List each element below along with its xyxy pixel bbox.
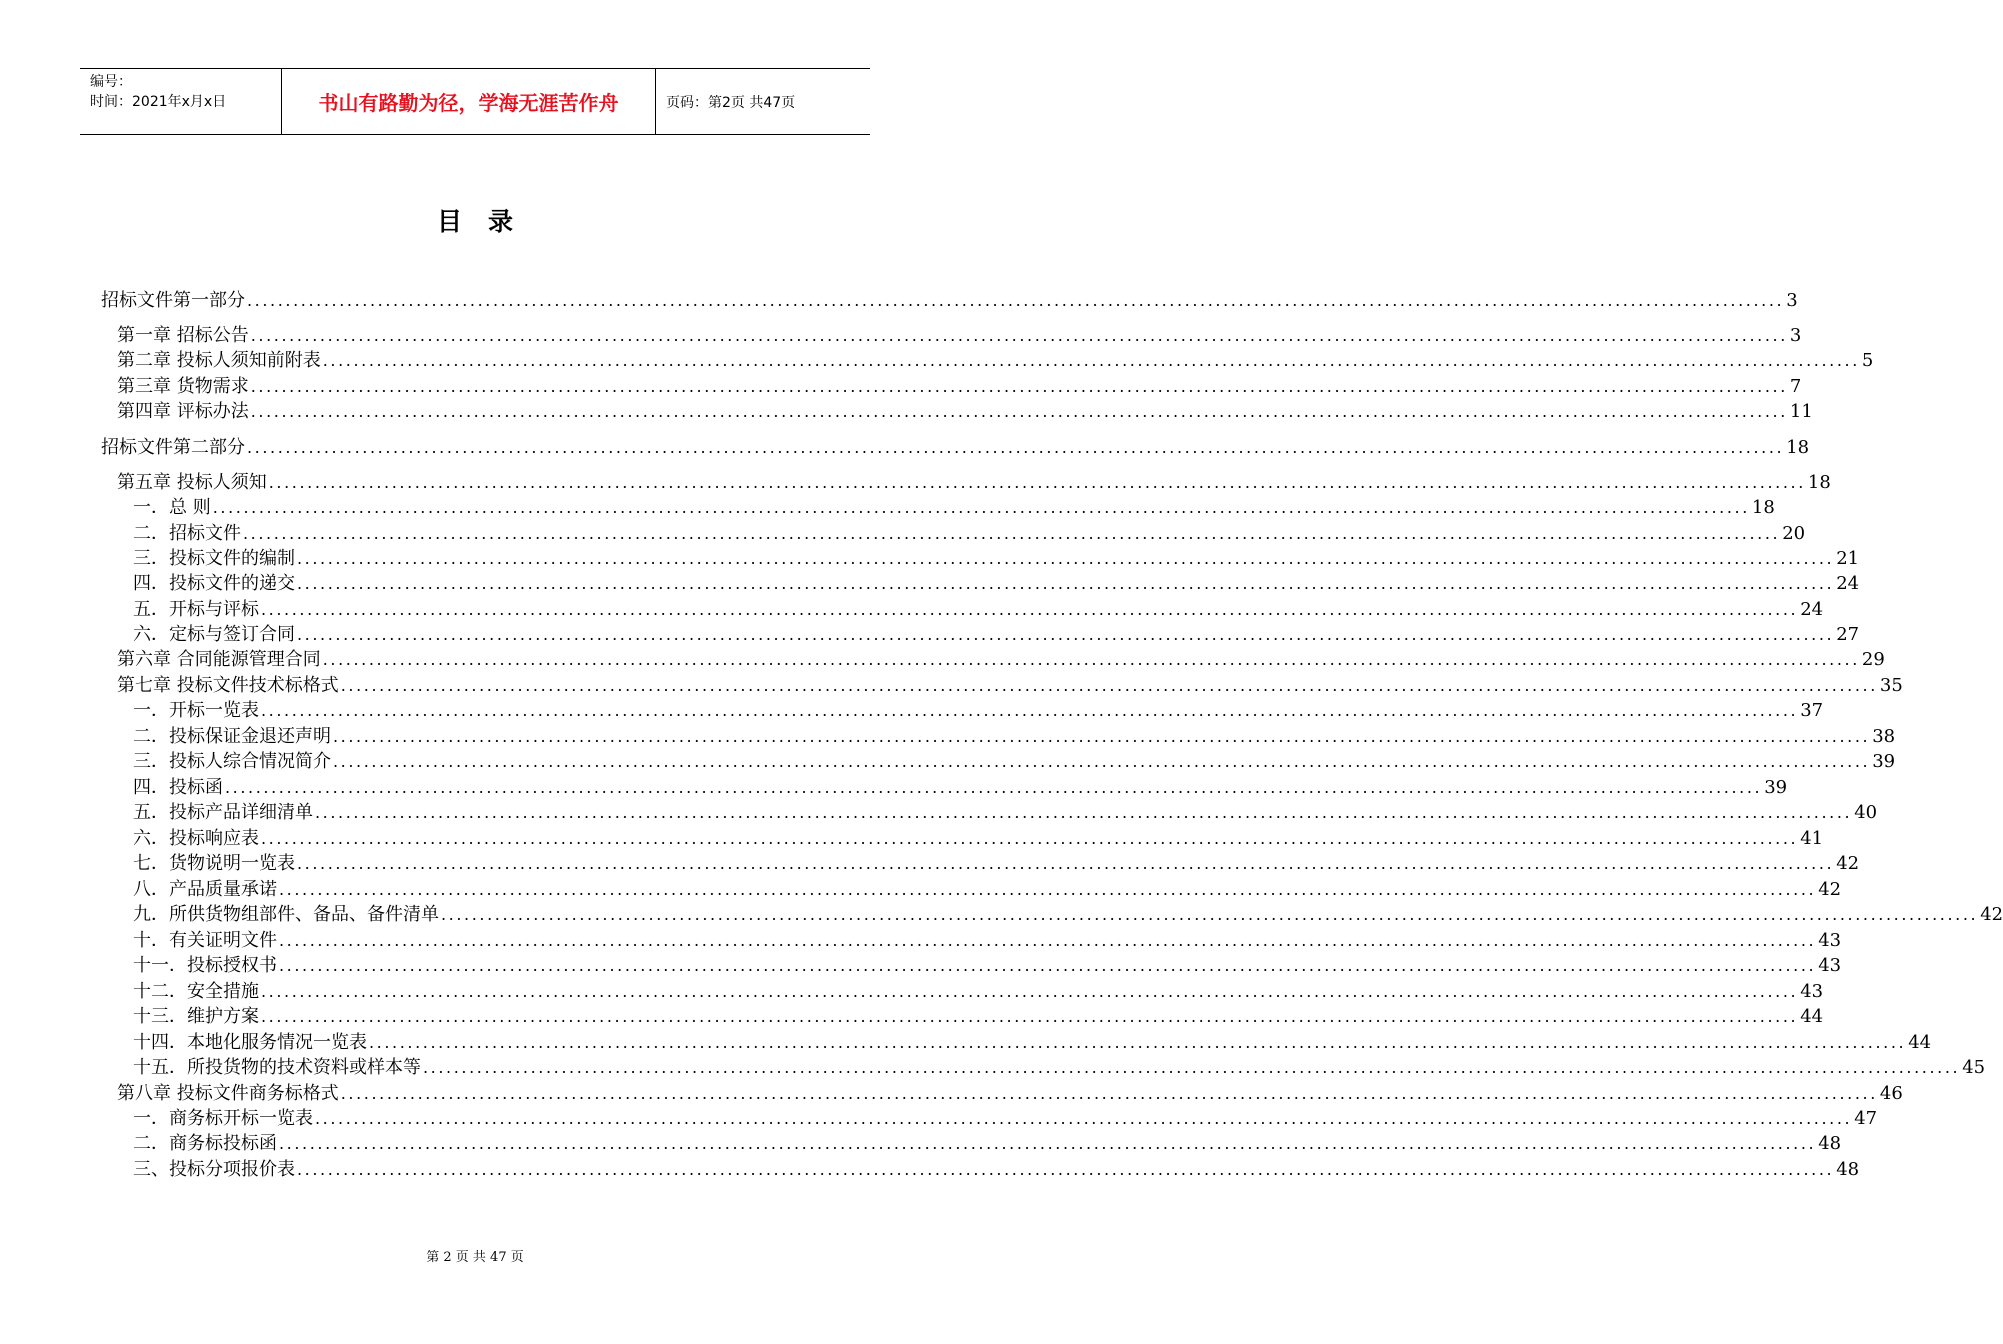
toc-entry-label: 招标文件第一部分 [101, 290, 245, 311]
toc-entry-page: 35 [1879, 675, 1903, 696]
toc-entry[interactable] [133, 698, 1824, 723]
toc-entry[interactable] [133, 775, 1788, 800]
toc-leader-dots: ........................................................................................................................................................................................................ [369, 1033, 1907, 1052]
toc-leader-dots: ........................................................................................................................................................................................................ [250, 326, 1788, 345]
toc-leader-dots: ........................................................................................................................................................................................................ [441, 905, 1979, 924]
toc-entry-page: 44 [1908, 1032, 1932, 1053]
toc-entry-label: 六．投标响应表 [133, 828, 259, 849]
toc-leader-dots: ........................................................................................................................................................................................................ [261, 600, 1799, 619]
toc-leader-dots: ........................................................................................................................................................................................................ [250, 377, 1788, 396]
toc-entry-page: 18 [1786, 437, 1810, 458]
toc-entry[interactable] [133, 928, 1842, 953]
toc-entry-label: 七．货物说明一览表 [133, 853, 295, 874]
toc-entry-page: 7 [1789, 376, 1802, 397]
toc-entry-page: 45 [1962, 1057, 1986, 1078]
toc-leader-dots: ........................................................................................................................................................................................................ [212, 498, 1750, 517]
toc-leader-dots: ........................................................................................................................................................................................................ [315, 803, 1853, 822]
toc-leader-dots: ........................................................................................................................................................................................................ [333, 727, 1871, 746]
toc-leader-dots: ........................................................................................................................................................................................................ [297, 854, 1835, 873]
toc-entry-page: 20 [1782, 523, 1806, 544]
toc-entry-page: 18 [1807, 472, 1831, 493]
toc-entry-page: 43 [1818, 955, 1842, 976]
toc-leader-dots: ........................................................................................................................................................................................................ [247, 438, 1785, 457]
toc-entry[interactable] [133, 1131, 1842, 1156]
toc-entry[interactable] [133, 877, 1842, 902]
toc-entry-page: 3 [1786, 290, 1798, 311]
toc-leader-dots: ........................................................................................................................................................................................................ [279, 931, 1817, 950]
header-page-info: 页码：第2页 共47页 [666, 94, 796, 111]
toc-entry-label: 第三章 货物需求 [117, 376, 249, 397]
toc-entry-page: 39 [1764, 777, 1788, 798]
toc-entry[interactable] [117, 348, 1874, 373]
toc-entry-label: 九．所供货物组部件、备品、备件清单 [133, 904, 439, 925]
toc-entry-label: 五．开标与评标 [133, 599, 259, 620]
toc-entry-page: 39 [1872, 751, 1896, 772]
toc-leader-dots: ........................................................................................................................................................................................................ [297, 1160, 1835, 1179]
toc-entry-label: 二．招标文件 [133, 523, 241, 544]
toc-leader-dots: ........................................................................................................................................................................................................ [423, 1058, 1961, 1077]
toc-entry-label: 十二．安全措施 [133, 981, 259, 1002]
header-motto: 书山有路勤为径，学海无涯苦作舟 [282, 69, 656, 134]
toc-entry-page: 41 [1800, 828, 1824, 849]
toc-leader-dots: ........................................................................................................................................................................................................ [261, 1007, 1799, 1026]
toc-entry-label: 六．定标与签订合同 [133, 624, 295, 645]
toc-entry[interactable] [133, 1157, 1860, 1182]
toc-entry[interactable] [133, 597, 1824, 622]
toc-entry[interactable] [117, 323, 1802, 348]
toc-entry-label: 八．产品质量承诺 [133, 879, 277, 900]
toc-entry-label: 三、投标分项报价表 [133, 1159, 295, 1180]
toc-entry-page: 43 [1800, 981, 1824, 1002]
toc-entry[interactable] [133, 800, 1878, 825]
toc-leader-dots: ........................................................................................................................................................................................................ [340, 1084, 1878, 1103]
toc-entry-page: 11 [1789, 401, 1813, 422]
toc-leader-dots: ........................................................................................................................................................................................................ [279, 1134, 1817, 1153]
toc-entry[interactable] [133, 1106, 1878, 1131]
toc-leader-dots: ........................................................................................................................................................................................................ [297, 625, 1835, 644]
toc-entry-page: 38 [1872, 726, 1896, 747]
toc-entry-page: 46 [1879, 1083, 1903, 1104]
toc-entry[interactable] [117, 374, 1802, 399]
toc-entry[interactable] [133, 953, 1842, 978]
toc-leader-dots: ........................................................................................................................................................................................................ [250, 402, 1788, 421]
toc-entry[interactable] [117, 647, 1885, 672]
toc-entry-label: 十四．本地化服务情况一览表 [133, 1032, 367, 1053]
toc-entry-page: 5 [1861, 350, 1874, 371]
toc-leader-dots: ........................................................................................................................................................................................................ [243, 524, 1781, 543]
toc-leader-dots: ........................................................................................................................................................................................................ [225, 778, 1763, 797]
toc-leader-dots: ........................................................................................................................................................................................................ [247, 291, 1785, 310]
toc-entry-page: 27 [1836, 624, 1860, 645]
toc-entry-label: 二．投标保证金退还声明 [133, 726, 331, 747]
toc-entry-label: 第五章 投标人须知 [117, 472, 267, 493]
header-meta [80, 69, 282, 134]
toc-entry-label: 一．开标一览表 [133, 700, 259, 721]
toc-entry-page: 48 [1836, 1159, 1860, 1180]
toc-entry-label: 十一．投标授权书 [133, 955, 277, 976]
toc-entry-label: 三．投标文件的编制 [133, 548, 295, 569]
toc-entry-label: 第七章 投标文件技术标格式 [117, 675, 339, 696]
toc-entry[interactable] [133, 979, 1824, 1004]
toc-entry-label: 第一章 招标公告 [117, 325, 249, 346]
toc-entry-page: 40 [1854, 802, 1878, 823]
toc-entry[interactable] [133, 851, 1860, 876]
toc-leader-dots: ........................................................................................................................................................................................................ [261, 982, 1799, 1001]
toc-entry-page: 24 [1836, 573, 1860, 594]
toc-entry-page: 18 [1751, 497, 1775, 518]
toc-leader-dots: ........................................................................................................................................................................................................ [297, 574, 1835, 593]
toc-entry[interactable] [117, 1081, 1903, 1106]
toc-entry[interactable] [133, 1055, 1986, 1080]
toc-entry-page: 42 [1836, 853, 1860, 874]
toc-entry-label: 三．投标人综合情况简介 [133, 751, 331, 772]
toc-entry[interactable] [133, 546, 1860, 571]
toc-entry[interactable] [133, 902, 2003, 927]
document-number-label: 编号： [90, 74, 132, 90]
toc-entry-label: 一．商务标开标一览表 [133, 1108, 313, 1129]
toc-entry-label: 十五．所投货物的技术资料或样本等 [133, 1057, 421, 1078]
toc-entry-label: 第六章 合同能源管理合同 [117, 649, 321, 670]
toc-entry[interactable] [133, 724, 1896, 749]
toc-entry-label: 四．投标函 [133, 777, 223, 798]
toc-leader-dots: ........................................................................................................................................................................................................ [279, 956, 1817, 975]
toc-entry-label: 招标文件第二部分 [101, 437, 245, 458]
toc-entry-label: 第四章 评标办法 [117, 401, 249, 422]
toc-entry-page: 44 [1800, 1006, 1824, 1027]
toc-leader-dots: ........................................................................................................................................................................................................ [261, 701, 1799, 720]
toc-entry-page: 42 [1980, 904, 2003, 925]
toc-entry-label: 四．投标文件的递交 [133, 573, 295, 594]
toc-entry[interactable] [133, 749, 1896, 774]
toc-entry-page: 21 [1836, 548, 1860, 569]
toc-entry-label: 一．总 则 [133, 497, 211, 518]
toc-entry[interactable] [133, 826, 1824, 851]
toc-entry-page: 29 [1861, 649, 1885, 670]
page-footer: 第 2 页 共 47 页 [426, 1250, 524, 1265]
toc-entry-page: 3 [1789, 325, 1802, 346]
toc-entry-label: 第八章 投标文件商务标格式 [117, 1083, 339, 1104]
toc-entry-page: 47 [1854, 1108, 1878, 1129]
toc-leader-dots: ........................................................................................................................................................................................................ [322, 351, 1860, 370]
toc-entry[interactable] [133, 521, 1806, 546]
toc-entry-label: 五．投标产品详细清单 [133, 802, 313, 823]
toc-entry[interactable] [133, 622, 1860, 647]
toc-leader-dots: ........................................................................................................................................................................................................ [333, 752, 1871, 771]
toc-entry[interactable] [117, 470, 1831, 495]
toc-leader-dots: ........................................................................................................................................................................................................ [322, 650, 1860, 669]
toc-entry[interactable] [133, 495, 1775, 520]
toc-leader-dots: ........................................................................................................................................................................................................ [315, 1109, 1853, 1128]
toc-entry[interactable] [117, 399, 1813, 424]
toc-entry-page: 24 [1800, 599, 1824, 620]
toc-leader-dots: ........................................................................................................................................................................................................ [261, 829, 1799, 848]
toc-entry[interactable] [133, 1030, 1932, 1055]
toc-leader-dots: ........................................................................................................................................................................................................ [297, 549, 1835, 568]
toc-entry-page: 42 [1818, 879, 1842, 900]
toc-entry-label: 二．商务标投标函 [133, 1133, 277, 1154]
toc-leader-dots: ........................................................................................................................................................................................................ [279, 880, 1817, 899]
page-header [80, 68, 870, 135]
toc-entry-label: 第二章 投标人须知前附表 [117, 350, 321, 371]
toc-entry[interactable] [101, 288, 1798, 313]
toc-entry[interactable] [133, 571, 1860, 596]
toc-entry[interactable] [101, 435, 1810, 460]
toc-entry[interactable] [117, 673, 1903, 698]
toc-entry-label: 十．有关证明文件 [133, 930, 277, 951]
toc-entry-page: 43 [1818, 930, 1842, 951]
toc-title: 目录 [436, 207, 539, 236]
toc-leader-dots: ........................................................................................................................................................................................................ [268, 473, 1806, 492]
toc-entry-label: 十三．维护方案 [133, 1006, 259, 1027]
toc-entry[interactable] [133, 1004, 1824, 1029]
toc-entry-page: 37 [1800, 700, 1824, 721]
document-time-label: 时间：2021年x月x日 [90, 94, 227, 110]
toc-leader-dots: ........................................................................................................................................................................................................ [340, 676, 1878, 695]
toc-entry-page: 48 [1818, 1133, 1842, 1154]
